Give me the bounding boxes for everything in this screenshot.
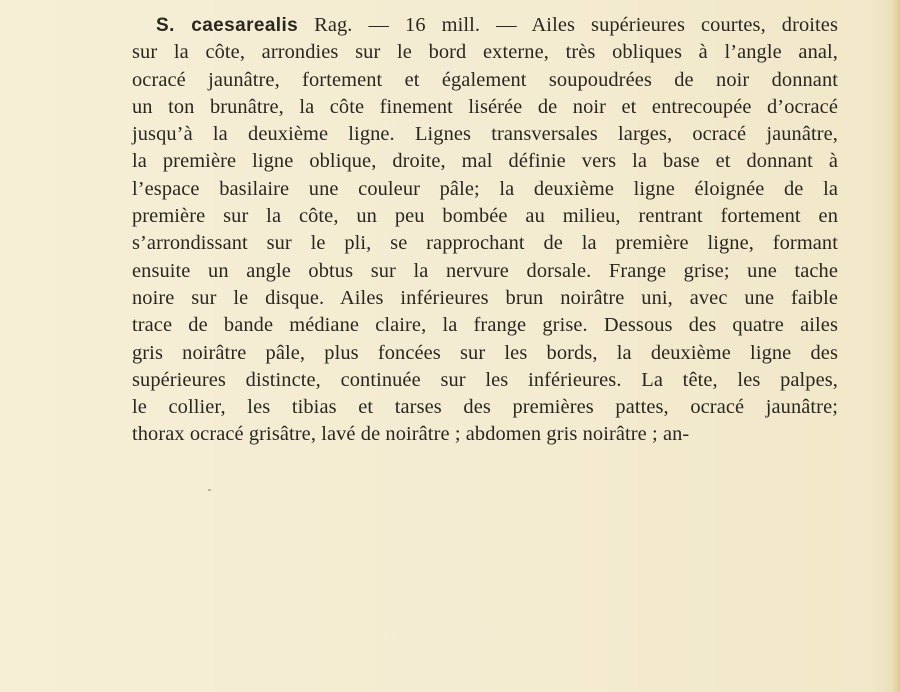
species-name: S. caesarealis (156, 15, 299, 36)
text-line-10: ensuite un angle obtus sur la nervure dorsale. Frange grise; une tache (132, 259, 838, 282)
first-line-rest: Rag. — 16 mill. — Ailes supérieures courtes, droites (298, 14, 838, 36)
text-line-5: jusqu’à la deuxième ligne. Lignes transversales larges, ocracé jaunâtre, (132, 123, 838, 146)
species-description (132, 12, 838, 449)
text-line-6: la première ligne oblique, droite, mal définie vers la base et donnant à (132, 150, 838, 173)
text-line-8: première sur la côte, un peu bombée au milieu, rentrant fortement en (132, 205, 838, 228)
text-line-7: l’espace basilaire une couleur pâle; la deuxième ligne éloignée de la (132, 177, 838, 200)
ink-speck (208, 489, 211, 491)
text-line-9: s’arrondissant sur le pli, se rapprochant de la première ligne, formant (132, 232, 838, 255)
text-line-12: trace de bande médiane claire, la frange grise. Dessous des quatre ailes (132, 314, 838, 337)
text-line-4: un ton brunâtre, la côte finement lisérée de noir et entrecoupée d’ocracé (132, 95, 838, 118)
text-line-2: sur la côte, arrondies sur le bord externe, très obliques à l’angle anal, (132, 41, 838, 64)
text-line-16: thorax ocracé grisâtre, lavé de noirâtre ; abdomen gris noirâtre ; an- (132, 423, 690, 446)
text-line-15: le collier, les tibias et tarses des premières pattes, ocracé jaunâtre; (132, 396, 838, 419)
text-line-13: gris noirâtre pâle, plus foncées sur les bords, la deuxième ligne des (132, 341, 838, 364)
text-line-3: ocracé jaunâtre, fortement et également soupoudrées de noir donnant (132, 68, 838, 91)
text-line-11: noire sur le disque. Ailes inférieures brun noirâtre uni, avec une faible (132, 286, 838, 309)
page-edge-shadow (892, 0, 900, 692)
text-line-14: supérieures distincte, continuée sur les inférieures. La tête, les palpes, (132, 368, 838, 391)
text-line-1 (132, 12, 838, 39)
